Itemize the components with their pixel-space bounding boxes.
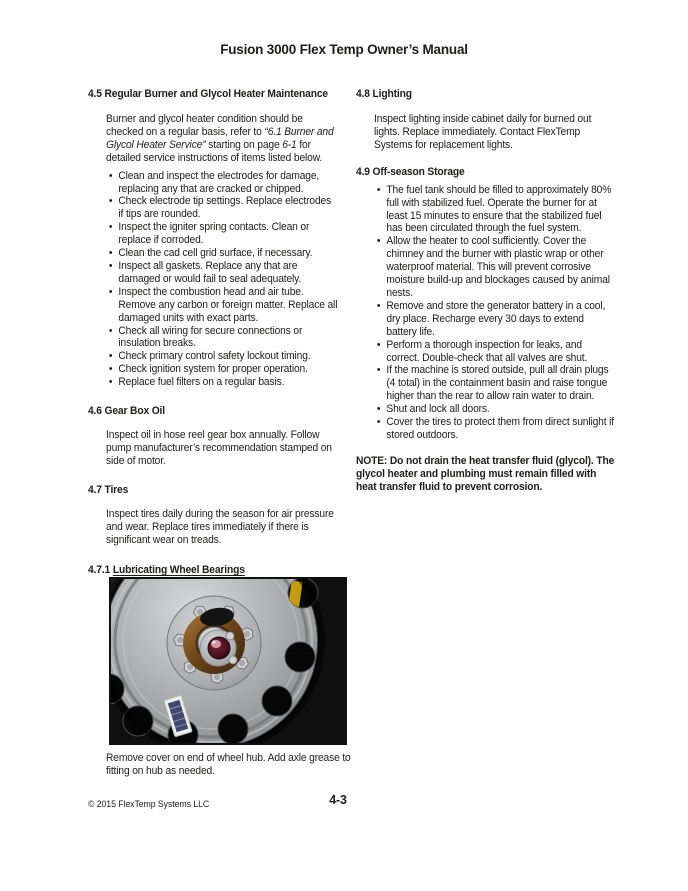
left-column	[88, 88, 338, 577]
page-title: Fusion 3000 Flex Temp Owner’s Manual	[220, 42, 468, 57]
bullet-item: • Inspect all gaskets. Replace any that are damaged or would fail to seal adequately.	[111, 260, 338, 286]
bullet-item: • Shut and lock all doors.	[379, 403, 616, 416]
section-heading-4-5: 4.5 Regular Burner and Glycol Heater Maintenance	[88, 88, 328, 100]
intro-text-mid: starting on page	[205, 138, 283, 151]
subsection-number: 4.7.1	[88, 564, 111, 577]
note-paragraph: NOTE: Do not drain the heat transfer fluid (glycol). The glycol heater and plumbing must remain filled with heat transfer fluid to prevent corrosion.	[356, 454, 615, 493]
bullet-item: • Clean the cad cell grid surface, if necessary.	[111, 247, 338, 260]
bullet-item: • If the machine is stored outside, pull all drain plugs (4 total) in the containment basin and raise tongue higher than the rear to allow rain water to drain.	[379, 364, 616, 403]
section-heading-4-7-1	[88, 564, 338, 577]
wheel-hub-illustration	[111, 579, 345, 743]
intro-page-ref: 6-1	[282, 138, 297, 151]
right-column	[356, 88, 615, 494]
section-heading-4-6: 4.6 Gear Box Oil	[88, 405, 165, 418]
section-heading-4-8: 4.8 Lighting	[356, 88, 412, 100]
section-heading-4-9: 4.9 Off-season Storage	[356, 165, 465, 178]
section-4-9-bullet-list	[356, 184, 615, 442]
bullet-item: • Check ignition system for proper operation.	[111, 363, 338, 376]
bullet-item: • Cover the tires to protect them from direct sunlight if stored outdoors.	[379, 416, 616, 442]
bullet-item: • Clean and inspect the electrodes for damage, replacing any that are cracked or chipped.	[111, 170, 338, 196]
footer-page-number: 4-3	[329, 793, 347, 807]
bullet-item: • Check primary control safety lockout timing.	[111, 350, 338, 363]
bullet-item: • Check all wiring for secure connections or insulation breaks.	[111, 325, 338, 351]
wheel-hub-photo	[109, 577, 347, 745]
bullet-item: • Check electrode tip settings. Replace electrodes if tips are rounded.	[111, 195, 338, 221]
bullet-item: • Allow the heater to cool sufficiently. Cover the chimney and the burner with plastic wrap or other waterproof material. This will prevent corrosive moisture build-up and blockages caused by animal nests.	[379, 235, 616, 300]
section-4-7-body: Inspect tires daily during the season for air pressure and wear. Replace tires immediately if there is significant wear on treads.	[106, 507, 334, 546]
section-4-5-intro	[88, 113, 338, 165]
bullet-item: • Replace fuel filters on a regular basis.	[111, 376, 338, 389]
footer-copyright: © 2015 FlexTemp Systems LLC	[88, 799, 210, 809]
bullet-item: • Inspect the combustion head and air tube. Remove any carbon or foreign matter. Replace all damaged units with exact parts.	[111, 286, 338, 325]
section-heading-4-7: 4.7 Tires	[88, 483, 129, 496]
section-4-6-body: Inspect oil in hose reel gear box annually. Follow pump manufacturer’s recommendation stamped on side of motor.	[106, 429, 332, 467]
intro-reference: “6.1 Burner and Glycol Heater Service”	[106, 125, 334, 151]
subsection-title: Lubricating Wheel Bearings	[112, 564, 245, 577]
bullet-item: • Inspect the igniter spring contacts. Clean or replace if corroded.	[111, 221, 338, 247]
figure-caption: Remove cover on end of wheel hub. Add axle grease to fitting on hub as needed.	[106, 752, 351, 777]
bullet-item: • The fuel tank should be filled to approximately 80% full with stabilized fuel. Operate the burner for at least 15 minutes to ensure that the stabilized fuel has been circulated through the fuel system.	[379, 184, 616, 236]
intro-text-pre: Burner and glycol heater condition should be checked on a regular basis, refer to	[106, 113, 303, 138]
bullet-item: • Perform a thorough inspection for leaks, and correct. Double-check that all valves are shut.	[379, 339, 616, 365]
intro-text-post: for detailed service instructions of items listed below.	[106, 138, 323, 164]
section-4-8-body: Inspect lighting inside cabinet daily for burned out lights. Replace immediately. Contact FlexTemp Systems for replacement lights.	[374, 113, 592, 151]
section-4-5-bullet-list	[88, 170, 338, 389]
bullet-item: • Remove and store the generator battery in a cool, dry place. Recharge every 30 days to extend battery life.	[379, 300, 616, 339]
